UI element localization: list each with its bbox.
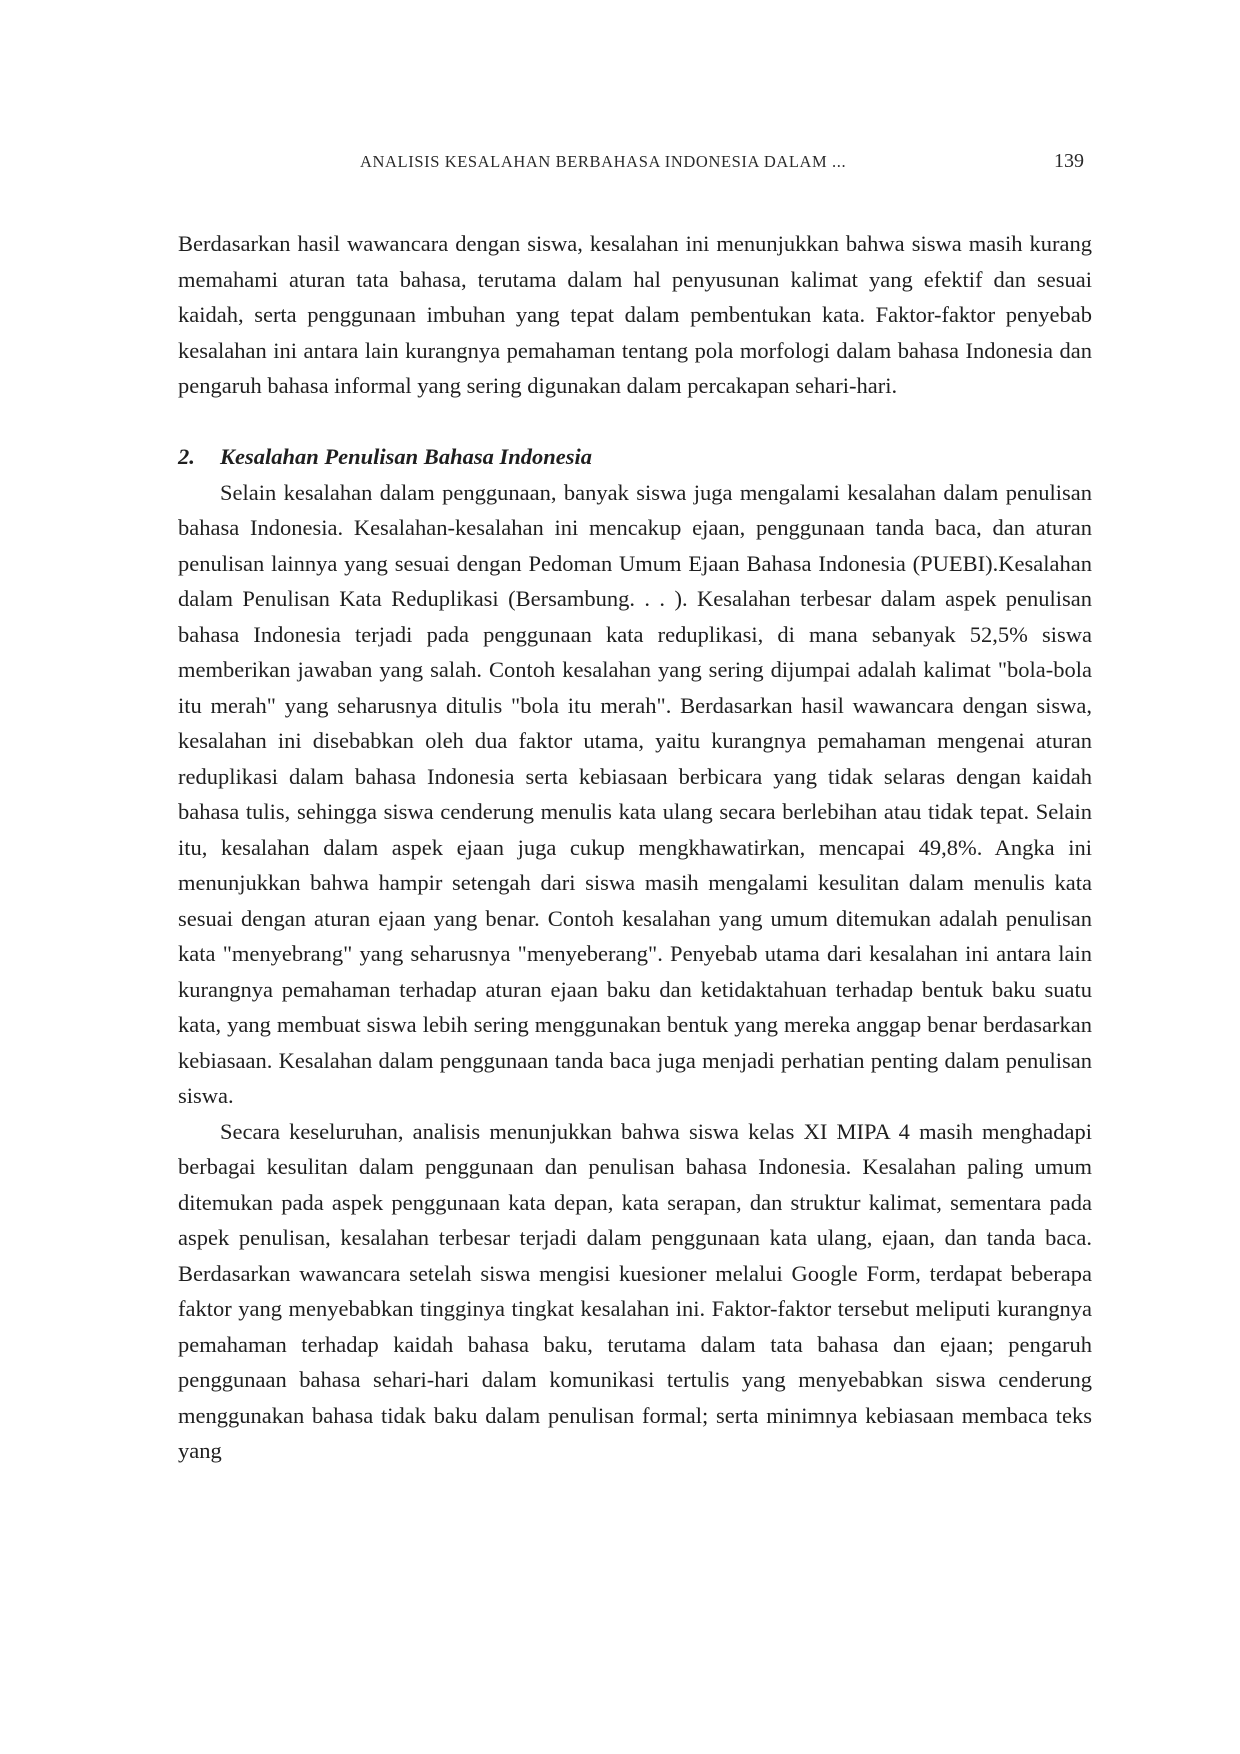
paragraph-2: Selain kesalahan dalam penggunaan, banyak siswa juga mengalami kesalahan dalam penulisan bahasa Indonesia. Kesalahan-kesalahan ini mencakup ejaan, penggunaan tanda baca, dan aturan penulisan lainnya yang sesuai dengan Pedoman Umum Ejaan Bahasa Indonesia (PUEBI).Kesalahan dalam Penulisan Kata Reduplikasi (Bersambung. . . ). Kesalahan terbesar dalam aspek penulisan bahasa Indonesia terjadi pada penggunaan kata reduplikasi, di mana sebanyak 52,5% siswa memberikan jawaban yang salah. Contoh kesalahan yang sering dijumpai adalah kalimat "bola-bola itu merah" yang seharusnya ditulis "bola itu merah". Berdasarkan hasil wawancara dengan siswa, kesalahan ini disebabkan oleh dua faktor utama, yaitu kurangnya pemahaman mengenai aturan reduplikasi dalam bahasa Indonesia serta kebiasaan berbicara yang tidak selaras dengan kaidah bahasa tulis, sehingga siswa cenderung menulis kata ulang secara berlebihan atau tidak tepat. Selain itu, kesalahan dalam aspek ejaan juga cukup mengkhawatirkan, mencapai 49,8%. Angka ini menunjukkan bahwa hampir setengah dari siswa masih mengalami kesulitan dalam menulis kata sesuai dengan aturan ejaan yang benar. Contoh kesalahan yang umum ditemukan adalah penulisan kata "menyebrang" yang seharusnya "menyeberang". Penyebab utama dari kesalahan ini antara lain kurangnya pemahaman terhadap aturan ejaan baku dan ketidaktahuan terhadap bentuk baku suatu kata, yang membuat siswa lebih sering menggunakan bentuk yang mereka anggap benar berdasarkan kebiasaan. Kesalahan dalam penggunaan tanda baca juga menjadi perhatian penting dalam penulisan siswa. xyxy=(178,479,1092,1108)
body-text xyxy=(178,226,1092,1469)
page-number: 139 xyxy=(1054,150,1084,172)
running-header-title: ANALISIS KESALAHAN BERBAHASA INDONESIA DALAM ... xyxy=(360,152,847,171)
section-number: 2. xyxy=(178,444,195,469)
paragraph-3: Secara keseluruhan, analisis menunjukkan bahwa siswa kelas XI MIPA 4 masih menghadapi berbagai kesulitan dalam penggunaan dan penulisan bahasa Indonesia. Kesalahan paling umum ditemukan pada aspek penggunaan kata depan, kata serapan, dan struktur kalimat, sementara pada aspek penulisan, kesalahan terbesar terjadi dalam penggunaan kata ulang, ejaan, dan tanda baca. Berdasarkan wawancara setelah siswa mengisi kuesioner melalui Google Form, terdapat beberapa faktor yang menyebabkan tingginya tingkat kesalahan ini. Faktor-faktor tersebut meliputi kurangnya pemahaman terhadap kaidah bahasa baku, terutama dalam tata bahasa dan ejaan; pengaruh penggunaan bahasa sehari-hari dalam komunikasi tertulis yang menyebabkan siswa cenderung menggunakan bahasa tidak baku dalam penulisan formal; serta minimnya kebiasaan membaca teks yang xyxy=(178,1118,1092,1463)
section-heading xyxy=(178,439,1092,475)
section-title: Kesalahan Penulisan Bahasa Indonesia xyxy=(220,444,592,469)
paragraph-1: Berdasarkan hasil wawancara dengan siswa, kesalahan ini menunjukkan bahwa siswa masih kurang memahami aturan tata bahasa, terutama dalam hal penyusunan kalimat yang efektif dan sesuai kaidah, serta penggunaan imbuhan yang tepat dalam pembentukan kata. Faktor-faktor penyebab kesalahan ini antara lain kurangnya pemahaman tentang pola morfologi dalam bahasa Indonesia dan pengaruh bahasa informal yang sering digunakan dalam percakapan sehari-hari. xyxy=(178,231,1092,398)
